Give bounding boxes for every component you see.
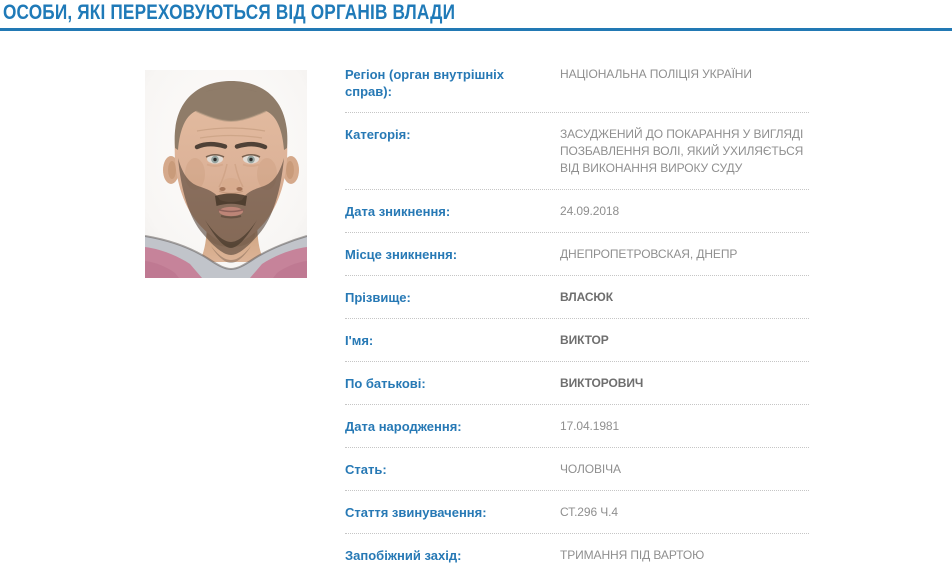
field-row bbox=[345, 319, 809, 362]
field-value: ЗАСУДЖЕНИЙ ДО ПОКАРАННЯ У ВИГЛЯДІ ПОЗБАВЛЕННЯ ВОЛІ, ЯКИЙ УХИЛЯЄТЬСЯ ВІД ВИКОНАННЯ ВИРОКУ СУДУ bbox=[560, 127, 804, 175]
field-row bbox=[345, 233, 809, 276]
field-value: 24.09.2018 bbox=[560, 204, 620, 218]
page-header bbox=[0, 0, 952, 31]
field-value: СТ.296 Ч.4 bbox=[560, 505, 618, 519]
field-label: Дата народження: bbox=[345, 419, 462, 434]
field-label: Стаття звинувачення: bbox=[345, 505, 487, 520]
field-row bbox=[345, 534, 809, 564]
page-title: ОСОБИ, ЯКІ ПЕРЕХОВУЮТЬСЯ ВІД ОРГАНІВ ВЛАДИ bbox=[3, 1, 456, 24]
field-value: ВИКТОРОВИЧ bbox=[560, 376, 644, 390]
field-label: Категорія: bbox=[345, 127, 411, 142]
field-label: Місце зникнення: bbox=[345, 247, 458, 262]
person-photo bbox=[145, 70, 307, 278]
field-label: Регіон (орган внутрішніх справ): bbox=[345, 67, 505, 99]
field-value: НАЦІОНАЛЬНА ПОЛІЦІЯ УКРАЇНИ bbox=[560, 67, 752, 81]
field-label: Прізвище: bbox=[345, 290, 411, 305]
field-value: ЧОЛОВІЧА bbox=[560, 462, 621, 476]
field-label: Дата зникнення: bbox=[345, 204, 451, 219]
field-row bbox=[345, 113, 809, 190]
details-table bbox=[345, 53, 809, 564]
field-row bbox=[345, 405, 809, 448]
field-value: ДНЕПРОПЕТРОВСКАЯ, ДНЕПР bbox=[560, 247, 738, 261]
field-value: 17.04.1981 bbox=[560, 419, 620, 433]
field-label: Запобіжний захід: bbox=[345, 548, 462, 563]
field-value: ВЛАСЮК bbox=[560, 290, 613, 304]
field-row bbox=[345, 53, 809, 113]
field-row bbox=[345, 491, 809, 534]
field-label: І'мя: bbox=[345, 333, 374, 348]
field-label: По батькові: bbox=[345, 376, 426, 391]
field-row bbox=[345, 276, 809, 319]
field-value: ВИКТОР bbox=[560, 333, 609, 347]
person-photo-image bbox=[145, 70, 307, 278]
field-label: Стать: bbox=[345, 462, 387, 477]
field-value: ТРИМАННЯ ПІД ВАРТОЮ bbox=[560, 548, 705, 562]
field-row bbox=[345, 448, 809, 491]
field-row bbox=[345, 190, 809, 233]
field-row bbox=[345, 362, 809, 405]
